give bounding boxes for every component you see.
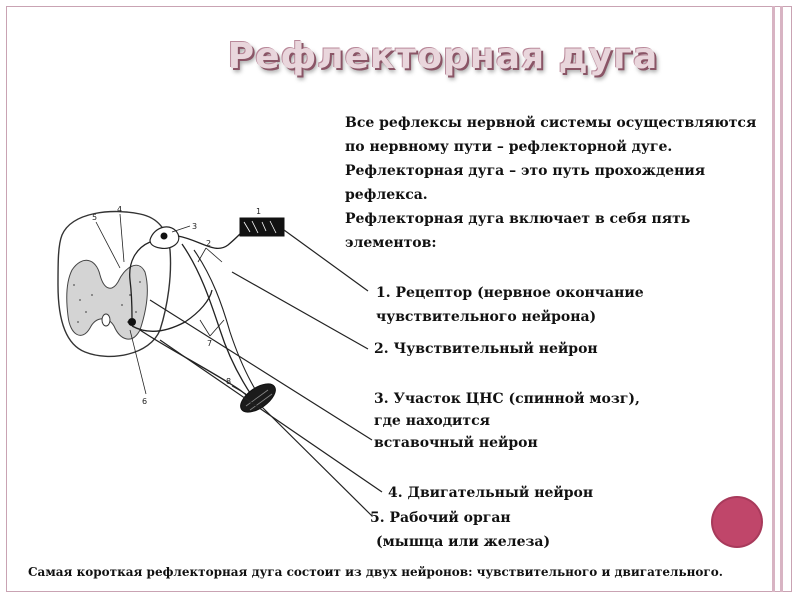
footer-note: Самая короткая рефлекторная дуга состоит из двух нейронов: чувствительного и двигательного. [28, 565, 723, 579]
mixed-nerve-outer [194, 250, 258, 394]
item-organ-line2: (мышца или железа) [376, 534, 551, 550]
diagram-label-2: 2 [206, 239, 212, 248]
connector-cns [150, 300, 372, 440]
label-line-8 [232, 386, 246, 394]
diagram-label-7: 7 [207, 339, 213, 348]
diagram-label-5: 5 [92, 213, 98, 222]
central-canal [102, 314, 110, 326]
decorative-circle [713, 498, 761, 546]
item-cns-line2: где находится [374, 413, 490, 429]
connector-sensory [232, 272, 368, 349]
label-line-2b [206, 248, 222, 262]
intro-line: Рефлекторная дуга – это путь прохождения [345, 163, 706, 179]
item-receptor-line1: 1. Рецептор (нервное окончание [376, 285, 644, 301]
intro-line: рефлекса. [345, 187, 428, 203]
connector-receptor [284, 230, 368, 291]
connector-organ [260, 405, 372, 516]
item-cns-line3: вставочный нейрон [374, 435, 538, 451]
diagram-label-8: 8 [226, 377, 232, 386]
label-line-7 [200, 320, 210, 336]
diagram-label-1: 1 [256, 207, 262, 216]
diagram-label-6: 6 [142, 397, 148, 406]
item-receptor-line2: чувствительного нейрона) [376, 309, 597, 325]
item-sensory-neuron: 2. Чувствительный нейрон [374, 341, 598, 357]
item-cns-line1: 3. Участок ЦНС (спинной мозг), [374, 391, 640, 407]
item-organ-line1: 5. Рабочий орган [370, 510, 511, 526]
diagram-label-4: 4 [117, 205, 123, 214]
intro-line: Все рефлексы нервной системы осуществляются [345, 115, 757, 131]
sensory-neuron-body [161, 233, 168, 240]
intro-line: Рефлекторная дуга включает в себя пять [345, 211, 691, 227]
item-working-organ [370, 506, 550, 554]
slide-title: Рефлекторная дуга [227, 36, 659, 77]
mixed-nerve [182, 244, 252, 396]
muscle-effector [236, 378, 280, 417]
diagram-label-3: 3 [192, 222, 198, 231]
interneuron-body [128, 318, 136, 326]
item-receptor [376, 281, 644, 329]
item-motor-neuron: 4. Двигательный нейрон [388, 485, 594, 501]
intro-line: по нервному пути – рефлекторной дуге. [345, 139, 673, 155]
label-line-2 [198, 248, 206, 262]
item-cns [374, 388, 640, 454]
intro-line: элементов: [345, 235, 437, 251]
